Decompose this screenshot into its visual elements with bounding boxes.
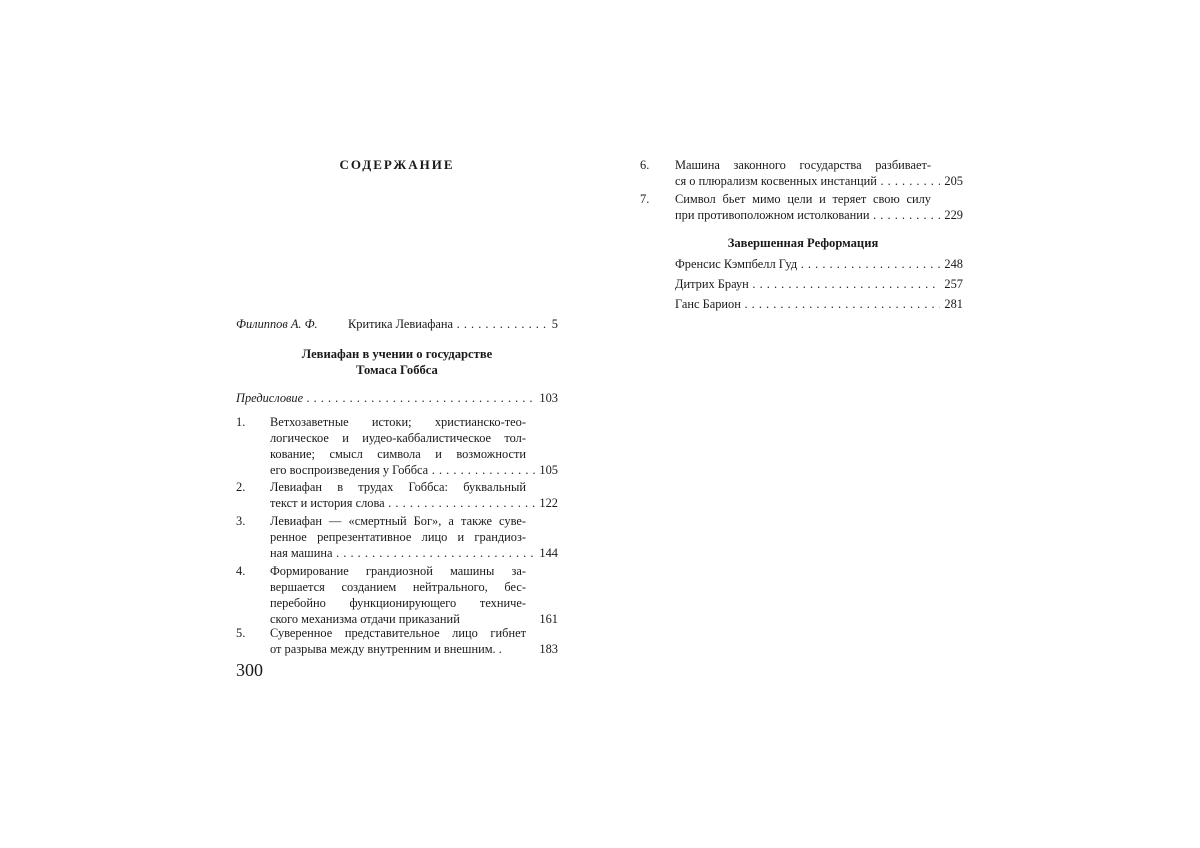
toc-entry-preface[interactable]	[236, 390, 558, 406]
section-title: Завершенная Реформация	[727, 236, 879, 250]
entry-title: Предисловие . . .	[236, 390, 535, 406]
chapter-number: 5.	[236, 626, 246, 640]
entry-page: 5	[551, 317, 558, 331]
toc-entry-chapter-4[interactable]	[236, 563, 558, 627]
chapter-title-line: кование; смысл символа и возможности	[270, 447, 526, 461]
chapter-title-line: Суверенное представительное лицо гибнет	[270, 626, 526, 640]
entry-page: 161	[539, 612, 558, 626]
entry-page: 103	[539, 391, 558, 405]
entry-author: Филиппов А. Ф.	[236, 317, 318, 331]
chapter-title-line: ная машина . . .	[270, 545, 535, 561]
toc-entry-intro[interactable]	[236, 316, 558, 332]
chapter-number: 2.	[236, 480, 246, 494]
chapter-number: 6.	[640, 158, 650, 172]
entry-page: 122	[539, 496, 558, 510]
chapter-title-line: при противоположном истолковании . . .	[675, 207, 940, 223]
toc-entry-chapter-6[interactable]	[640, 157, 963, 189]
chapter-title-line: логическое и иудео-каббалистическое тол-	[270, 431, 526, 445]
entry-title: Дитрих Браун . . .	[675, 276, 940, 292]
toc-entry[interactable]	[675, 256, 963, 272]
entry-page: 183	[539, 642, 558, 656]
toc-entry[interactable]	[675, 276, 963, 292]
entry-page: 205	[944, 174, 963, 188]
section-title-line: Левиафан в учении о государстве	[301, 347, 493, 361]
toc-entry-chapter-5[interactable]	[236, 625, 558, 657]
toc-entry-chapter-2[interactable]	[236, 479, 558, 511]
entry-title: Ганс Барион . . .	[675, 296, 940, 312]
section-title-line: Томаса Гоббса	[356, 363, 438, 377]
toc-entry-chapter-1[interactable]	[236, 414, 558, 478]
chapter-title-line: ся о плюрализм косвенных инстанций . . .	[675, 173, 940, 189]
entry-page: 257	[944, 277, 963, 291]
chapter-title-line: его воспроизведения у Гоббса . . .	[270, 462, 535, 478]
chapter-title-line: перебойно функционирующего техниче-	[270, 596, 526, 610]
chapter-title-line: Формирование грандиозной машины за-	[270, 564, 526, 578]
chapter-title-line: Ветхозаветные истоки; христианско-тео-	[270, 415, 526, 429]
chapter-title-line: ренное репрезентативное лицо и грандиоз-	[270, 530, 526, 544]
chapter-number: 1.	[236, 415, 246, 429]
contents-heading: СОДЕРЖАНИЕ	[339, 157, 455, 172]
chapter-title-line: ского механизма отдачи приказаний	[270, 612, 460, 626]
toc-entry-chapter-3[interactable]	[236, 513, 558, 561]
chapter-title-line: вершается созданием нейтрального, бес-	[270, 580, 526, 594]
chapter-number: 3.	[236, 514, 246, 528]
chapter-title-line: Машина законного государства разбивает-	[675, 158, 931, 172]
chapter-number: 4.	[236, 564, 246, 578]
chapter-title-line: от разрыва между внутренним и внешним. .	[270, 642, 502, 656]
toc-entry[interactable]	[675, 296, 963, 312]
entry-title: Френсис Кэмпбелл Гуд . . .	[675, 256, 940, 272]
page-number: 300	[236, 660, 263, 680]
toc-entry-chapter-7[interactable]	[640, 191, 963, 223]
entry-page: 105	[539, 463, 558, 477]
entry-page: 144	[539, 546, 558, 560]
chapter-title-line: Левиафан в трудах Гоббса: буквальный	[270, 480, 526, 494]
entry-page: 229	[944, 208, 963, 222]
entry-page: 281	[944, 297, 963, 311]
entry-page: 248	[944, 257, 963, 271]
chapter-title-line: Левиафан — «смертный Бог», а также суве-	[270, 514, 526, 528]
chapter-title-line: Символ бьет мимо цели и теряет свою силу	[675, 192, 931, 206]
entry-title: Критика Левиафана . . .	[348, 316, 548, 332]
section-title	[236, 346, 558, 378]
chapter-title-line: текст и история слова . . .	[270, 495, 535, 511]
chapter-number: 7.	[640, 192, 650, 206]
